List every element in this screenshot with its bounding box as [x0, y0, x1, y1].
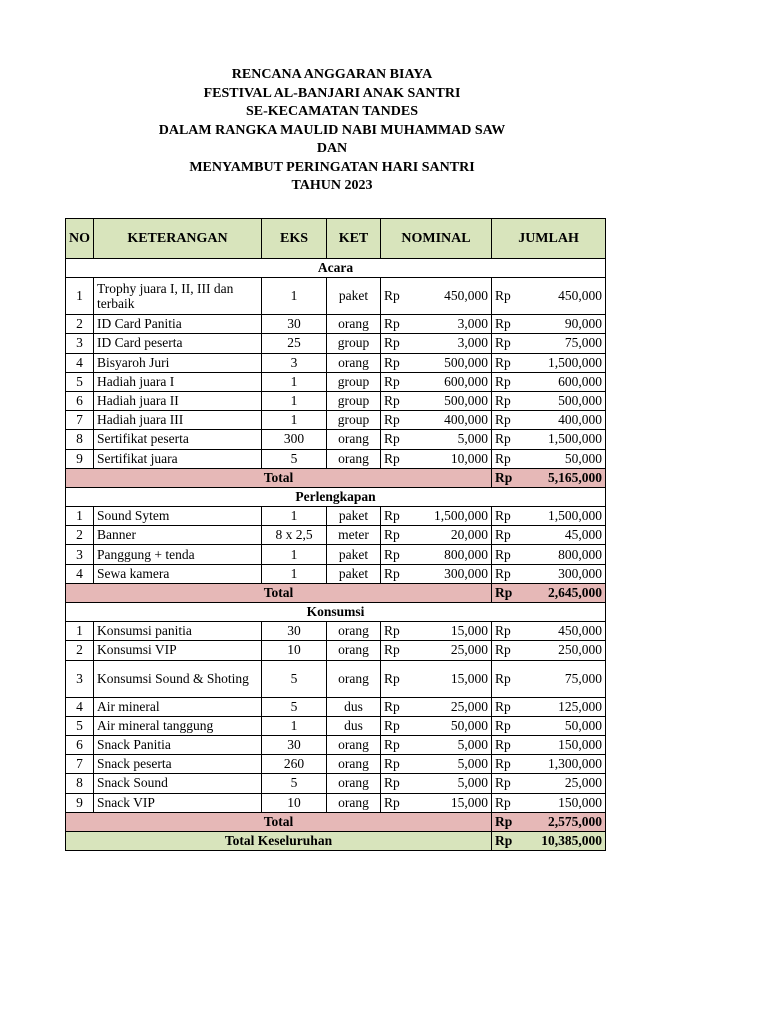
section-header-row — [66, 487, 606, 506]
row-nominal-currency: Rp — [381, 793, 409, 812]
row-nominal-amount: 400,000 — [409, 411, 492, 430]
row-jumlah-currency: Rp — [492, 353, 520, 372]
row-ket: orang — [327, 641, 381, 660]
row-jumlah-currency: Rp — [492, 391, 520, 410]
row-keterangan: Sound Sytem — [94, 507, 262, 526]
row-nominal-currency: Rp — [381, 372, 409, 391]
row-eks: 10 — [262, 793, 327, 812]
row-nominal-amount: 800,000 — [409, 545, 492, 564]
table-row — [66, 430, 606, 449]
row-jumlah-currency: Rp — [492, 622, 520, 641]
row-no: 2 — [66, 315, 94, 334]
row-nominal-currency: Rp — [381, 353, 409, 372]
header-ket: KET — [327, 219, 381, 259]
row-no: 4 — [66, 564, 94, 583]
row-ket: dus — [327, 716, 381, 735]
row-jumlah-amount: 150,000 — [520, 793, 606, 812]
table-row — [66, 411, 606, 430]
row-no: 6 — [66, 735, 94, 754]
row-keterangan: Panggung + tenda — [94, 545, 262, 564]
row-ket: group — [327, 391, 381, 410]
table-row — [66, 353, 606, 372]
row-eks: 30 — [262, 735, 327, 754]
row-no: 9 — [66, 793, 94, 812]
row-nominal-currency: Rp — [381, 622, 409, 641]
row-nominal-amount: 15,000 — [409, 660, 492, 697]
row-jumlah-amount: 50,000 — [520, 449, 606, 468]
table-row — [66, 564, 606, 583]
row-no: 5 — [66, 716, 94, 735]
total-currency: Rp — [492, 583, 520, 602]
row-jumlah-amount: 75,000 — [520, 660, 606, 697]
section-total-row — [66, 812, 606, 831]
section-header-row — [66, 603, 606, 622]
row-ket: paket — [327, 278, 381, 315]
row-jumlah-currency: Rp — [492, 334, 520, 353]
section-total-row — [66, 468, 606, 487]
row-jumlah-currency: Rp — [492, 793, 520, 812]
row-jumlah-currency: Rp — [492, 755, 520, 774]
grand-total-row — [66, 831, 606, 850]
row-nominal-currency: Rp — [381, 660, 409, 697]
row-keterangan: Banner — [94, 526, 262, 545]
row-nominal-amount: 5,000 — [409, 430, 492, 449]
total-amount: 5,165,000 — [520, 468, 606, 487]
row-ket: group — [327, 411, 381, 430]
row-ket: orang — [327, 430, 381, 449]
table-row — [66, 716, 606, 735]
row-nominal-amount: 300,000 — [409, 564, 492, 583]
row-no: 7 — [66, 411, 94, 430]
row-keterangan: Snack peserta — [94, 755, 262, 774]
row-jumlah-currency: Rp — [492, 372, 520, 391]
row-no: 5 — [66, 372, 94, 391]
row-ket: paket — [327, 564, 381, 583]
row-jumlah-amount: 45,000 — [520, 526, 606, 545]
row-eks: 5 — [262, 774, 327, 793]
row-eks: 5 — [262, 697, 327, 716]
row-nominal-amount: 500,000 — [409, 391, 492, 410]
row-jumlah-amount: 125,000 — [520, 697, 606, 716]
row-no: 3 — [66, 334, 94, 353]
row-keterangan: Sertifikat peserta — [94, 430, 262, 449]
table-row — [66, 449, 606, 468]
row-jumlah-currency: Rp — [492, 411, 520, 430]
row-nominal-amount: 1,500,000 — [409, 507, 492, 526]
total-label: Total — [66, 468, 492, 487]
row-ket: orang — [327, 774, 381, 793]
row-no: 3 — [66, 660, 94, 697]
row-nominal-currency: Rp — [381, 526, 409, 545]
row-jumlah-amount: 75,000 — [520, 334, 606, 353]
table-row — [66, 507, 606, 526]
row-nominal-amount: 500,000 — [409, 353, 492, 372]
row-jumlah-amount: 600,000 — [520, 372, 606, 391]
row-no: 6 — [66, 391, 94, 410]
row-eks: 3 — [262, 353, 327, 372]
header-eks: EKS — [262, 219, 327, 259]
row-keterangan: Air mineral — [94, 697, 262, 716]
row-jumlah-currency: Rp — [492, 697, 520, 716]
row-jumlah-currency: Rp — [492, 564, 520, 583]
row-ket: orang — [327, 315, 381, 334]
row-jumlah-amount: 800,000 — [520, 545, 606, 564]
row-jumlah-currency: Rp — [492, 545, 520, 564]
row-keterangan: ID Card peserta — [94, 334, 262, 353]
row-nominal-amount: 450,000 — [409, 278, 492, 315]
section-header-row — [66, 259, 606, 278]
row-nominal-amount: 15,000 — [409, 793, 492, 812]
row-keterangan: Snack VIP — [94, 793, 262, 812]
row-nominal-currency: Rp — [381, 641, 409, 660]
row-nominal-currency: Rp — [381, 315, 409, 334]
row-keterangan: Air mineral tanggung — [94, 716, 262, 735]
row-ket: orang — [327, 660, 381, 697]
row-ket: group — [327, 372, 381, 391]
title-line: TAHUN 2023 — [291, 178, 373, 193]
total-label: Total — [66, 812, 492, 831]
row-ket: orang — [327, 735, 381, 754]
row-jumlah-currency: Rp — [492, 315, 520, 334]
row-nominal-currency: Rp — [381, 449, 409, 468]
row-keterangan: Hadiah juara III — [94, 411, 262, 430]
row-jumlah-amount: 250,000 — [520, 641, 606, 660]
row-nominal-currency: Rp — [381, 564, 409, 583]
table-row — [66, 391, 606, 410]
row-nominal-currency: Rp — [381, 755, 409, 774]
row-keterangan: Sertifikat juara — [94, 449, 262, 468]
row-ket: orang — [327, 755, 381, 774]
row-no: 2 — [66, 526, 94, 545]
row-no: 3 — [66, 545, 94, 564]
title-line: DALAM RANGKA MAULID NABI MUHAMMAD SAW — [158, 122, 506, 138]
row-no: 2 — [66, 641, 94, 660]
document-title — [0, 66, 664, 196]
grand-total-label: Total Keseluruhan — [66, 831, 492, 850]
title-line: DAN — [316, 141, 348, 156]
row-keterangan: Sewa kamera — [94, 564, 262, 583]
row-jumlah-currency: Rp — [492, 735, 520, 754]
row-eks: 10 — [262, 641, 327, 660]
row-jumlah-amount: 90,000 — [520, 315, 606, 334]
row-keterangan: Bisyaroh Juri — [94, 353, 262, 372]
row-jumlah-amount: 300,000 — [520, 564, 606, 583]
row-jumlah-amount: 450,000 — [520, 278, 606, 315]
row-nominal-currency: Rp — [381, 507, 409, 526]
row-nominal-currency: Rp — [381, 411, 409, 430]
title-line: SE-KECAMATAN TANDES — [245, 104, 419, 119]
row-jumlah-currency: Rp — [492, 660, 520, 697]
total-amount: 2,575,000 — [520, 812, 606, 831]
row-eks: 5 — [262, 660, 327, 697]
row-keterangan: Snack Panitia — [94, 735, 262, 754]
row-eks: 5 — [262, 449, 327, 468]
section-title: Acara — [66, 259, 606, 278]
row-jumlah-currency: Rp — [492, 716, 520, 735]
title-line: MENYAMBUT PERINGATAN HARI SANTRI — [189, 159, 475, 175]
row-jumlah-currency: Rp — [492, 449, 520, 468]
row-keterangan: Konsumsi panitia — [94, 622, 262, 641]
row-nominal-currency: Rp — [381, 334, 409, 353]
row-jumlah-amount: 1,500,000 — [520, 430, 606, 449]
table-row — [66, 315, 606, 334]
table-row — [66, 755, 606, 774]
row-no: 1 — [66, 278, 94, 315]
row-nominal-amount: 600,000 — [409, 372, 492, 391]
row-keterangan: Hadiah juara I — [94, 372, 262, 391]
total-currency: Rp — [492, 812, 520, 831]
row-keterangan: Trophy juara I, II, III dan terbaik — [94, 278, 262, 315]
row-eks: 8 x 2,5 — [262, 526, 327, 545]
row-nominal-amount: 20,000 — [409, 526, 492, 545]
row-eks: 260 — [262, 755, 327, 774]
row-jumlah-amount: 1,300,000 — [520, 755, 606, 774]
row-jumlah-currency: Rp — [492, 641, 520, 660]
row-eks: 1 — [262, 545, 327, 564]
row-jumlah-amount: 1,500,000 — [520, 353, 606, 372]
row-eks: 1 — [262, 278, 327, 315]
row-ket: group — [327, 334, 381, 353]
row-no: 4 — [66, 697, 94, 716]
row-jumlah-amount: 500,000 — [520, 391, 606, 410]
row-eks: 1 — [262, 564, 327, 583]
row-ket: dus — [327, 697, 381, 716]
row-ket: paket — [327, 507, 381, 526]
row-jumlah-currency: Rp — [492, 430, 520, 449]
total-currency: Rp — [492, 468, 520, 487]
row-keterangan: Konsumsi VIP — [94, 641, 262, 660]
table-row — [66, 660, 606, 697]
row-keterangan: Hadiah juara II — [94, 391, 262, 410]
title-line: FESTIVAL AL-BANJARI ANAK SANTRI — [203, 85, 461, 101]
table-row — [66, 334, 606, 353]
row-no: 8 — [66, 774, 94, 793]
row-nominal-amount: 3,000 — [409, 334, 492, 353]
table-header-row — [66, 219, 606, 259]
row-nominal-amount: 50,000 — [409, 716, 492, 735]
row-jumlah-amount: 50,000 — [520, 716, 606, 735]
row-keterangan: Snack Sound — [94, 774, 262, 793]
row-nominal-amount: 25,000 — [409, 697, 492, 716]
row-nominal-amount: 5,000 — [409, 774, 492, 793]
table-row — [66, 526, 606, 545]
table-row — [66, 774, 606, 793]
row-nominal-amount: 25,000 — [409, 641, 492, 660]
row-ket: orang — [327, 793, 381, 812]
row-jumlah-amount: 150,000 — [520, 735, 606, 754]
row-nominal-amount: 5,000 — [409, 735, 492, 754]
row-nominal-currency: Rp — [381, 716, 409, 735]
budget-table — [65, 218, 606, 851]
section-title: Konsumsi — [66, 603, 606, 622]
row-jumlah-currency: Rp — [492, 278, 520, 315]
row-jumlah-amount: 450,000 — [520, 622, 606, 641]
row-eks: 30 — [262, 622, 327, 641]
row-nominal-currency: Rp — [381, 278, 409, 315]
row-jumlah-currency: Rp — [492, 774, 520, 793]
row-no: 1 — [66, 622, 94, 641]
row-keterangan: Konsumsi Sound & Shoting — [94, 660, 262, 697]
table-body — [66, 259, 606, 851]
header-jumlah: JUMLAH — [492, 219, 606, 259]
row-jumlah-amount: 25,000 — [520, 774, 606, 793]
header-no: NO — [66, 219, 94, 259]
row-jumlah-amount: 400,000 — [520, 411, 606, 430]
table-row — [66, 278, 606, 315]
row-nominal-currency: Rp — [381, 774, 409, 793]
row-nominal-currency: Rp — [381, 697, 409, 716]
row-nominal-amount: 10,000 — [409, 449, 492, 468]
table-row — [66, 545, 606, 564]
total-amount: 2,645,000 — [520, 583, 606, 602]
row-no: 7 — [66, 755, 94, 774]
section-title: Perlengkapan — [66, 487, 606, 506]
row-jumlah-currency: Rp — [492, 507, 520, 526]
row-eks: 1 — [262, 372, 327, 391]
table-row — [66, 735, 606, 754]
row-nominal-amount: 15,000 — [409, 622, 492, 641]
title-line: RENCANA ANGGARAN BIAYA — [231, 67, 433, 82]
row-ket: orang — [327, 622, 381, 641]
row-eks: 25 — [262, 334, 327, 353]
row-ket: orang — [327, 449, 381, 468]
row-nominal-currency: Rp — [381, 735, 409, 754]
header-nominal: NOMINAL — [381, 219, 492, 259]
row-nominal-amount: 3,000 — [409, 315, 492, 334]
table-row — [66, 641, 606, 660]
row-nominal-amount: 5,000 — [409, 755, 492, 774]
row-jumlah-amount: 1,500,000 — [520, 507, 606, 526]
grand-total-amount: 10,385,000 — [520, 831, 606, 850]
row-eks: 300 — [262, 430, 327, 449]
table-row — [66, 372, 606, 391]
table-row — [66, 697, 606, 716]
table-row — [66, 793, 606, 812]
table-row — [66, 622, 606, 641]
row-nominal-currency: Rp — [381, 430, 409, 449]
row-ket: orang — [327, 353, 381, 372]
total-label: Total — [66, 583, 492, 602]
section-total-row — [66, 583, 606, 602]
header-keterangan: KETERANGAN — [94, 219, 262, 259]
row-eks: 1 — [262, 716, 327, 735]
row-jumlah-currency: Rp — [492, 526, 520, 545]
row-nominal-currency: Rp — [381, 545, 409, 564]
row-ket: meter — [327, 526, 381, 545]
row-ket: paket — [327, 545, 381, 564]
row-no: 8 — [66, 430, 94, 449]
row-no: 9 — [66, 449, 94, 468]
row-eks: 1 — [262, 507, 327, 526]
row-no: 1 — [66, 507, 94, 526]
row-eks: 1 — [262, 391, 327, 410]
row-no: 4 — [66, 353, 94, 372]
row-eks: 30 — [262, 315, 327, 334]
grand-total-currency: Rp — [492, 831, 520, 850]
row-eks: 1 — [262, 411, 327, 430]
row-nominal-currency: Rp — [381, 391, 409, 410]
row-keterangan: ID Card Panitia — [94, 315, 262, 334]
